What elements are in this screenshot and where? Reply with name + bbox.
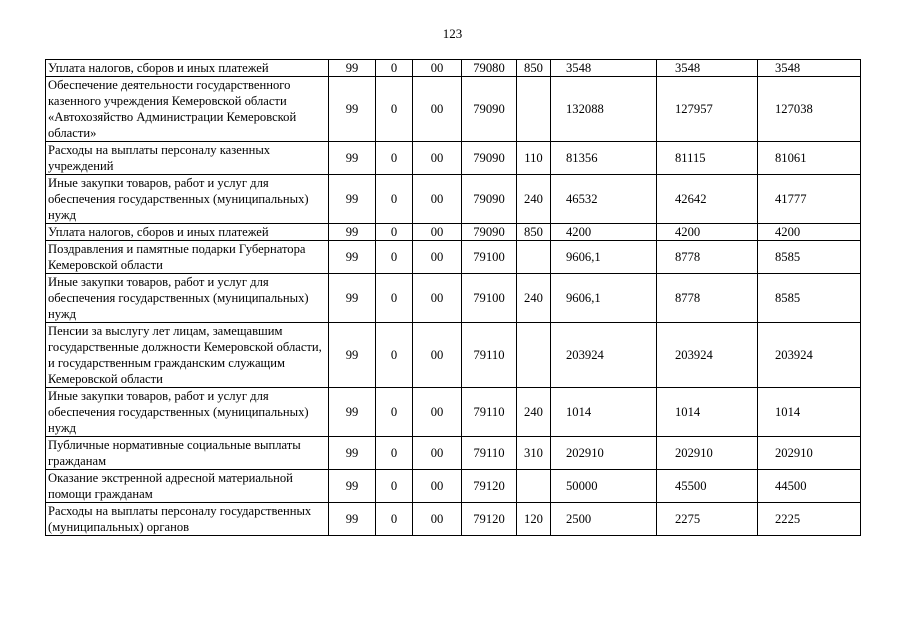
table-row: [46, 323, 861, 388]
cell-subprogram: 0: [376, 388, 413, 437]
cell-subprogram: 0: [376, 470, 413, 503]
cell-main-event: 00: [413, 388, 462, 437]
cell-amount-year-3: 81061: [758, 142, 861, 175]
cell-amount-year-1: 202910: [551, 437, 657, 470]
cell-expense-type: [517, 323, 551, 388]
cell-direction-code: 79090: [462, 175, 517, 224]
cell-expense-type: 110: [517, 142, 551, 175]
cell-amount-year-2: 81115: [657, 142, 758, 175]
row-description: Расходы на выплаты персоналу казенных учреждений: [46, 142, 329, 175]
row-description: Поздравления и памятные подарки Губернатора Кемеровской области: [46, 241, 329, 274]
cell-amount-year-3: 41777: [758, 175, 861, 224]
row-description: Иные закупки товаров, работ и услуг для обеспечения государственных (муниципальных) нужд: [46, 175, 329, 224]
cell-expense-type: 240: [517, 175, 551, 224]
cell-amount-year-1: 3548: [551, 60, 657, 77]
cell-subprogram: 0: [376, 274, 413, 323]
cell-amount-year-3: 202910: [758, 437, 861, 470]
row-description: Публичные нормативные социальные выплаты гражданам: [46, 437, 329, 470]
cell-subprogram: 0: [376, 175, 413, 224]
cell-expense-type: [517, 241, 551, 274]
cell-subprogram: 0: [376, 224, 413, 241]
cell-main-event: 00: [413, 323, 462, 388]
cell-program: 99: [329, 323, 376, 388]
cell-direction-code: 79100: [462, 274, 517, 323]
cell-amount-year-3: 3548: [758, 60, 861, 77]
table-row: [46, 77, 861, 142]
cell-main-event: 00: [413, 274, 462, 323]
cell-program: 99: [329, 60, 376, 77]
cell-amount-year-2: 8778: [657, 241, 758, 274]
cell-expense-type: 120: [517, 503, 551, 536]
cell-main-event: 00: [413, 77, 462, 142]
cell-main-event: 00: [413, 175, 462, 224]
cell-program: 99: [329, 224, 376, 241]
cell-amount-year-1: 9606,1: [551, 241, 657, 274]
cell-expense-type: 240: [517, 388, 551, 437]
table-row: [46, 224, 861, 241]
cell-subprogram: 0: [376, 241, 413, 274]
table-row: [46, 60, 861, 77]
cell-program: 99: [329, 175, 376, 224]
cell-direction-code: 79100: [462, 241, 517, 274]
cell-main-event: 00: [413, 437, 462, 470]
budget-table: [45, 59, 861, 536]
cell-amount-year-3: 203924: [758, 323, 861, 388]
cell-amount-year-1: 4200: [551, 224, 657, 241]
cell-main-event: 00: [413, 503, 462, 536]
cell-subprogram: 0: [376, 323, 413, 388]
table-row: [46, 142, 861, 175]
cell-subprogram: 0: [376, 503, 413, 536]
cell-amount-year-2: 4200: [657, 224, 758, 241]
row-description: Иные закупки товаров, работ и услуг для обеспечения государственных (муниципальных) нужд: [46, 388, 329, 437]
row-description: Уплата налогов, сборов и иных платежей: [46, 224, 329, 241]
cell-amount-year-1: 1014: [551, 388, 657, 437]
cell-amount-year-2: 203924: [657, 323, 758, 388]
cell-program: 99: [329, 388, 376, 437]
cell-amount-year-2: 127957: [657, 77, 758, 142]
cell-amount-year-1: 132088: [551, 77, 657, 142]
page-number: 123: [442, 26, 463, 41]
cell-direction-code: 79120: [462, 470, 517, 503]
cell-program: 99: [329, 241, 376, 274]
cell-main-event: 00: [413, 470, 462, 503]
cell-amount-year-3: 4200: [758, 224, 861, 241]
cell-amount-year-2: 1014: [657, 388, 758, 437]
cell-expense-type: 310: [517, 437, 551, 470]
cell-direction-code: 79110: [462, 388, 517, 437]
cell-amount-year-1: 9606,1: [551, 274, 657, 323]
cell-amount-year-3: 127038: [758, 77, 861, 142]
cell-direction-code: 79110: [462, 437, 517, 470]
cell-amount-year-2: 42642: [657, 175, 758, 224]
row-description: Иные закупки товаров, работ и услуг для обеспечения государственных (муниципальных) нужд: [46, 274, 329, 323]
table-row: [46, 503, 861, 536]
cell-main-event: 00: [413, 241, 462, 274]
cell-main-event: 00: [413, 224, 462, 241]
cell-amount-year-2: 2275: [657, 503, 758, 536]
cell-amount-year-2: 3548: [657, 60, 758, 77]
cell-direction-code: 79110: [462, 323, 517, 388]
cell-direction-code: 79090: [462, 224, 517, 241]
cell-direction-code: 79120: [462, 503, 517, 536]
row-description: Обеспечение деятельности государственного казенного учреждения Кемеровской области «Автохозяйство Администрации Кемеровской области»: [46, 77, 329, 142]
cell-subprogram: 0: [376, 437, 413, 470]
cell-expense-type: 850: [517, 224, 551, 241]
cell-direction-code: 79090: [462, 142, 517, 175]
cell-program: 99: [329, 437, 376, 470]
cell-expense-type: [517, 470, 551, 503]
cell-subprogram: 0: [376, 60, 413, 77]
cell-amount-year-3: 8585: [758, 274, 861, 323]
cell-program: 99: [329, 274, 376, 323]
table-row: [46, 274, 861, 323]
cell-amount-year-1: 81356: [551, 142, 657, 175]
cell-amount-year-1: 2500: [551, 503, 657, 536]
cell-program: 99: [329, 503, 376, 536]
table-row: [46, 241, 861, 274]
cell-amount-year-3: 8585: [758, 241, 861, 274]
cell-amount-year-3: 44500: [758, 470, 861, 503]
table-row: [46, 437, 861, 470]
cell-subprogram: 0: [376, 142, 413, 175]
cell-amount-year-1: 203924: [551, 323, 657, 388]
table-row: [46, 388, 861, 437]
cell-amount-year-2: 202910: [657, 437, 758, 470]
cell-amount-year-3: 2225: [758, 503, 861, 536]
cell-amount-year-2: 8778: [657, 274, 758, 323]
cell-amount-year-1: 46532: [551, 175, 657, 224]
cell-amount-year-3: 1014: [758, 388, 861, 437]
cell-program: 99: [329, 142, 376, 175]
row-description: Оказание экстренной адресной материальной помощи гражданам: [46, 470, 329, 503]
cell-amount-year-1: 50000: [551, 470, 657, 503]
table-row: [46, 175, 861, 224]
table-row: [46, 470, 861, 503]
cell-amount-year-2: 45500: [657, 470, 758, 503]
cell-subprogram: 0: [376, 77, 413, 142]
row-description: Пенсии за выслугу лет лицам, замещавшим государственные должности Кемеровской области, и государственным гражданским служащим Кемеровской области: [46, 323, 329, 388]
cell-program: 99: [329, 470, 376, 503]
cell-expense-type: 850: [517, 60, 551, 77]
cell-expense-type: 240: [517, 274, 551, 323]
row-description: Уплата налогов, сборов и иных платежей: [46, 60, 329, 77]
cell-main-event: 00: [413, 60, 462, 77]
cell-main-event: 00: [413, 142, 462, 175]
cell-program: 99: [329, 77, 376, 142]
cell-direction-code: 79080: [462, 60, 517, 77]
cell-expense-type: [517, 77, 551, 142]
cell-direction-code: 79090: [462, 77, 517, 142]
row-description: Расходы на выплаты персоналу государственных (муниципальных) органов: [46, 503, 329, 536]
